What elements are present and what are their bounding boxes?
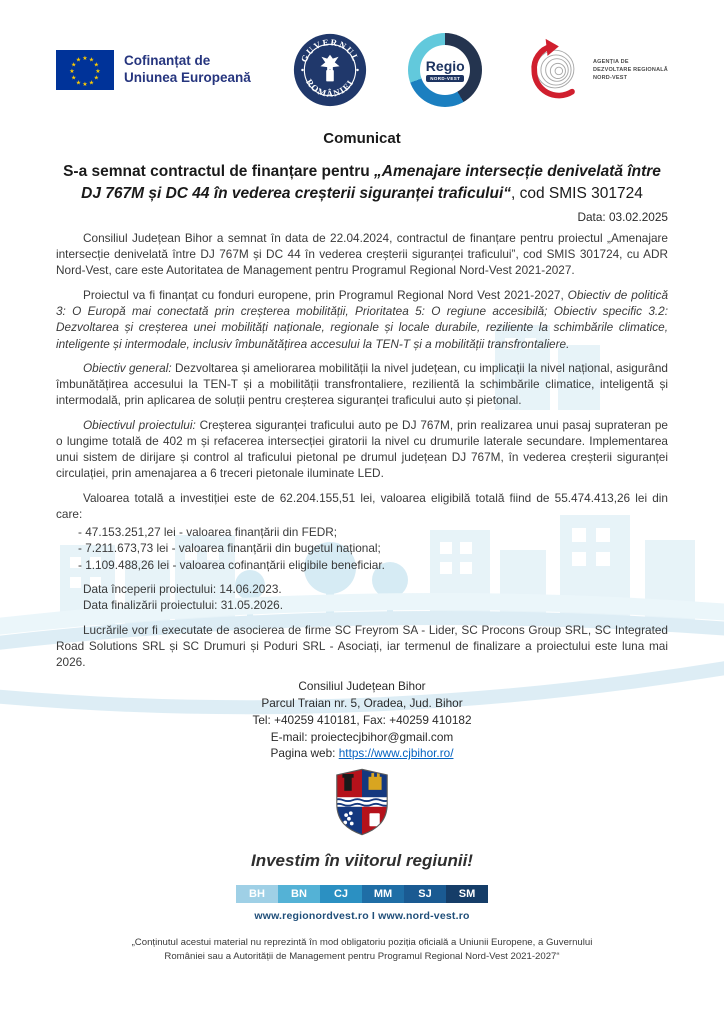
romanian-government-seal-icon	[292, 32, 368, 108]
website-link[interactable]: https://www.cjbihor.ro/	[338, 746, 454, 761]
eu-cofunded-logo	[56, 50, 251, 90]
funding-item-national-budget: - 7.211.673,73 lei - valoarea finanțării din bugetul național;	[78, 541, 381, 556]
svg-text:★: ★	[95, 68, 101, 75]
heading-project-name: „Amenajare intersecție denivelată între DJ 767M și DC 44 în vederea creșterii siguranței traficului“	[81, 163, 661, 203]
general-objective-text: Dezvoltarea și ameliorarea mobilității la nivel județean, cu implicații la nivel național, asigurând îmbunătățirea accesului la TEN-T și a mobilității transfrontaliere, rezilientă la schimbările climatice, inteligentă și intermodală, prin aplicarea de soluții pentru creșterea siguranței traficului auto și pietonal.	[56, 360, 668, 408]
project-dates	[56, 581, 668, 614]
svg-text:★: ★	[82, 81, 88, 88]
regio-logo-title: Regio	[425, 57, 465, 74]
svg-text:★: ★	[93, 74, 99, 82]
regio-nord-vest-logo	[408, 33, 482, 107]
footer-disclaimer	[0, 936, 724, 964]
contact-web-line	[56, 745, 668, 762]
funding-breakdown-list	[56, 524, 668, 573]
counties-bar	[236, 885, 488, 903]
web-label: Pagina web:	[270, 746, 339, 761]
svg-text:★: ★	[82, 55, 88, 62]
document-heading	[60, 161, 664, 206]
svg-text:★: ★	[75, 79, 82, 87]
regio-logo-subtitle: NORD-VEST	[426, 75, 464, 82]
contact-phone-fax: Tel: +40259 410181, Fax: +40259 410182	[252, 712, 472, 727]
county-segment-bh: BH	[236, 885, 278, 903]
svg-text:★: ★	[88, 79, 95, 87]
adr-nord-vest-logo	[523, 37, 668, 103]
project-objective-label: Obiectivul proiectului:	[83, 417, 196, 432]
contact-organization: Consiliul Județean Bihor	[298, 679, 426, 694]
disclaimer-line-1: „Conținutul acestui material nu reprezintă în mod obligatoriu poziția oficială a Uniunii Europene, a Guvernului	[131, 937, 593, 949]
project-objective-text: Creșterea siguranței traficului auto pe DJ 767M, prin realizarea unui pasaj suprateran pe o lungime totală de 402 m și refacerea intersecției giratorii la nivel cu drumurile laterale secundare. Implementarea unui sistem de dirijare și control al traficului pietonal pe drumul județean DJ 767M, în vederea creșterii siguranței circulației, prin amenajarea a 6 treceri pietonale iluminate LED.	[56, 417, 668, 481]
date-line: Data: 03.02.2025	[577, 209, 668, 224]
contact-block	[56, 678, 668, 762]
svg-text:★: ★	[69, 68, 75, 75]
svg-text:★: ★	[75, 56, 82, 64]
eu-logo-caption: Cofinanțat de Uniunea Europeană	[124, 53, 251, 85]
eu-flag-icon	[56, 50, 114, 90]
contact-address: Parcul Traian nr. 5, Oradea, Jud. Bihor	[261, 696, 463, 711]
paragraph-signing: Consiliul Județean Bihor a semnat în data de 22.04.2024, contractul de finanțare pentru proiectul „Amenajare intersecție denivelată între DJ 767M și DC 44 în vederea creșterii siguranței traficului”, cod SMIS 301724, cu ADR Nord-Vest, care este Autoritatea de Management pentru Programul Regional Nord-Vest 2021-2027.	[56, 230, 668, 278]
document-body	[56, 230, 668, 670]
svg-text:★: ★	[71, 74, 77, 82]
heading-smis-code: , cod SMIS 301724	[511, 185, 643, 203]
county-segment-bn: BN	[278, 885, 320, 903]
county-segment-mm: MM	[362, 885, 404, 903]
bihor-coat-of-arms-icon	[334, 768, 390, 836]
page-title: Comunicat	[323, 130, 401, 147]
contact-email: E-mail: proiectecjbihor@gmail.com	[270, 729, 454, 744]
svg-text:★: ★	[88, 56, 95, 64]
county-segment-sm: SM	[446, 885, 488, 903]
header-logo-row	[0, 0, 724, 112]
disclaimer-line-2: României sau a Autorității de Management pentru Programul Regional Nord-Vest 2021-2027“	[164, 950, 560, 962]
svg-text:ROMÂNIEI: ROMÂNIEI	[303, 77, 356, 99]
coat-of-arms-wrap	[0, 768, 724, 841]
general-objective-label: Obiectiv general:	[83, 360, 172, 375]
paragraph-contractors: Lucrările vor fi executate de asocierea de firme SC Freyrom SA - Lider, SC Procons Group SRL, SC Integrated Road Solutions SRL și SC Drumuri și Poduri SRL - Asociați, iar termenul de finalizare a proiectului este luna mai 2026.	[56, 622, 668, 670]
paragraph-total-value: Valoarea totală a investiției este de 62.204.155,51 lei, valoarea eligibilă totală fiind de 55.474.413,26 lei din care:	[56, 490, 668, 521]
paragraph-general-objective	[56, 360, 668, 409]
paragraph-project-objective	[56, 417, 668, 482]
policy-objective-text: Obiectiv de politică 3: O Europă mai conectată prin creșterea mobilității, Prioritatea 5: O regiune accesibilă; Obiectiv specific 3.2: Dezvoltarea și creșterea unei mobilități naționale, regionale și locale durabile, reziliente la schimbările climatice, inteligente și intermodale, inclusiv îmbunătățirea accesului la TEN-T și a mobilității transfrontaliere.	[56, 287, 669, 351]
slogan: Investim în viitorul regiunii!	[251, 851, 473, 871]
funding-item-beneficiary: - 1.109.488,26 lei - valoarea cofinanțării eligibile beneficiar.	[78, 557, 385, 572]
funding-item-fedr: - 47.153.251,27 lei - valoarea finanțării din FEDR;	[78, 525, 338, 540]
project-start-date: Data începerii proiectului: 14.06.2023.	[83, 581, 282, 596]
county-segment-sj: SJ	[404, 885, 446, 903]
svg-text:★: ★	[71, 61, 77, 69]
regio-ring-icon	[408, 33, 482, 107]
heading-prefix: S-a semnat contractul de finanțare pentru	[63, 163, 375, 180]
svg-text:★: ★	[93, 61, 99, 69]
funding-program-text: Proiectul va fi finanțat cu fonduri europene, prin Programul Regional Nord Vest 2021-2027,	[83, 287, 568, 302]
project-end-date: Data finalizării proiectului: 31.05.2026.	[83, 598, 284, 613]
county-segment-cj: CJ	[320, 885, 362, 903]
svg-text:GUVERNUL: GUVERNUL	[298, 37, 361, 64]
footer-websites: www.regionordvest.ro I www.nord-vest.ro	[254, 910, 470, 923]
paragraph-funding-program	[56, 287, 668, 352]
adr-logo-caption: AGENȚIA DE DEZVOLTARE REGIONALĂ NORD-VEST	[592, 58, 668, 82]
adr-swirl-icon	[523, 37, 589, 103]
